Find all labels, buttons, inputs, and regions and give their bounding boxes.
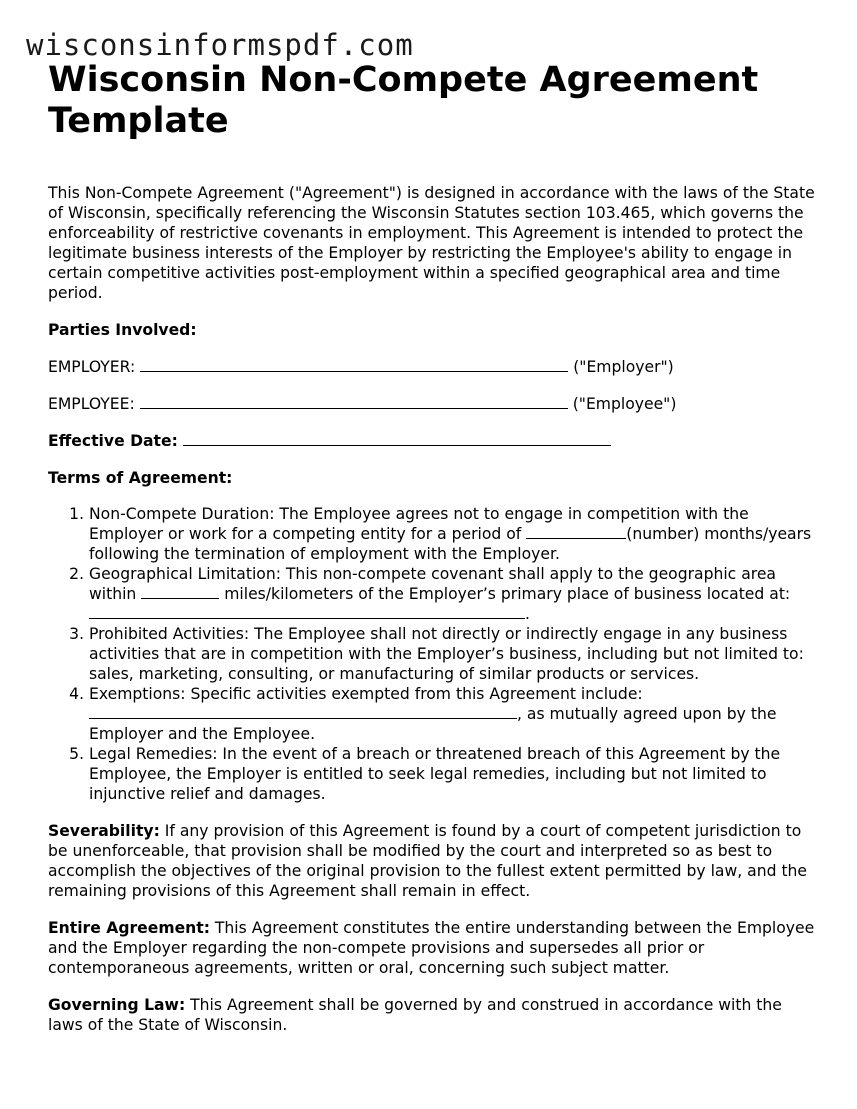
effective-date-blank[interactable] (183, 431, 611, 446)
employee-label: EMPLOYEE: (48, 395, 135, 413)
employee-suffix: ("Employee") (572, 395, 677, 413)
document-page (48, 60, 818, 1035)
list-item (89, 684, 818, 744)
list-item (89, 564, 818, 624)
entire-agreement-section (48, 918, 818, 978)
employee-blank[interactable] (140, 394, 568, 409)
terms-heading: Terms of Agreement: (48, 469, 233, 487)
entire-agreement-label: Entire Agreement: (48, 919, 210, 937)
term-text: Exemptions: Specific activities exempted from this Agreement include: (89, 685, 643, 703)
term-text: Geographical Limitation: This non-compete covenant shall apply to the geographic area within (89, 565, 776, 603)
list-item: 3. Prohibited Activities: The Employee shall not directly or indirectly engage in any business activities that are in competition with the Employer’s business, including but not limited to: sales, marketing, consulting, or manufacturing of similar products or services. (89, 624, 818, 684)
term-text: (number) months/years following the termination of employment with the Employer. (89, 525, 812, 563)
employer-label: EMPLOYER: (48, 358, 136, 376)
employer-blank[interactable] (140, 357, 568, 372)
employee-line (48, 394, 818, 414)
term-text: Non-Compete Duration: The Employee agrees not to engage in competition with the Employer or work for a competing entity for a period of (89, 505, 749, 543)
watermark: wisconsinformspdf.com (26, 28, 414, 62)
severability-label: Severability: (48, 822, 160, 840)
effective-date-label: Effective Date: (48, 432, 178, 450)
term-text: miles/kilometers of the Employer’s primary place of business located at: (219, 585, 791, 603)
governing-law-text: This Agreement shall be governed by and construed in accordance with the laws of the State of Wisconsin. (48, 996, 782, 1034)
intro-paragraph: This Non-Compete Agreement ("Agreement") is designed in accordance with the laws of the State of Wisconsin, specifically referencing the Wisconsin Statutes section 103.465, which governs the enforceability of restrictive covenants in employment. This Agreement is intended to protect the legitimate business interests of the Employer by restricting the Employee's ability to engage in certain competitive activities post-employment within a specified geographical area and time period. (48, 184, 815, 302)
distance-blank[interactable] (141, 584, 219, 599)
term-text: , as mutually agreed upon by the Employer and the Employee. (89, 705, 777, 743)
employer-suffix: ("Employer") (573, 358, 674, 376)
entire-agreement-text: This Agreement constitutes the entire understanding between the Employee and the Employer regarding the non-compete provisions and supersedes all prior or contemporaneous agreements, written or oral, concerning such subject matter. (48, 919, 815, 977)
duration-blank[interactable] (526, 524, 626, 539)
severability-text: If any provision of this Agreement is found by a court of competent jurisdiction to be unenforceable, that provision shall be modified by the court and interpreted so as best to accomplish the objectives of the original provision to the fullest extent permitted by law, and the remaining provisions of this Agreement shall remain in effect. (48, 822, 808, 900)
governing-law-section (48, 995, 818, 1035)
list-item: 5. Legal Remedies: In the event of a breach or threatened breach of this Agreement by the Employee, the Employer is entitled to seek legal remedies, including but not limited to injunctive relief and damages. (89, 744, 818, 804)
severability-section (48, 821, 818, 901)
parties-heading: Parties Involved: (48, 321, 197, 339)
governing-law-label: Governing Law: (48, 996, 186, 1014)
terms-list (48, 504, 818, 804)
exemptions-blank[interactable] (89, 704, 517, 719)
term-text: . (525, 605, 530, 623)
list-item (89, 504, 818, 564)
page-title: Wisconsin Non-Compete Agreement Template (48, 60, 759, 141)
effective-date-line (48, 431, 818, 451)
employer-line (48, 357, 818, 377)
business-location-blank[interactable] (89, 604, 525, 619)
